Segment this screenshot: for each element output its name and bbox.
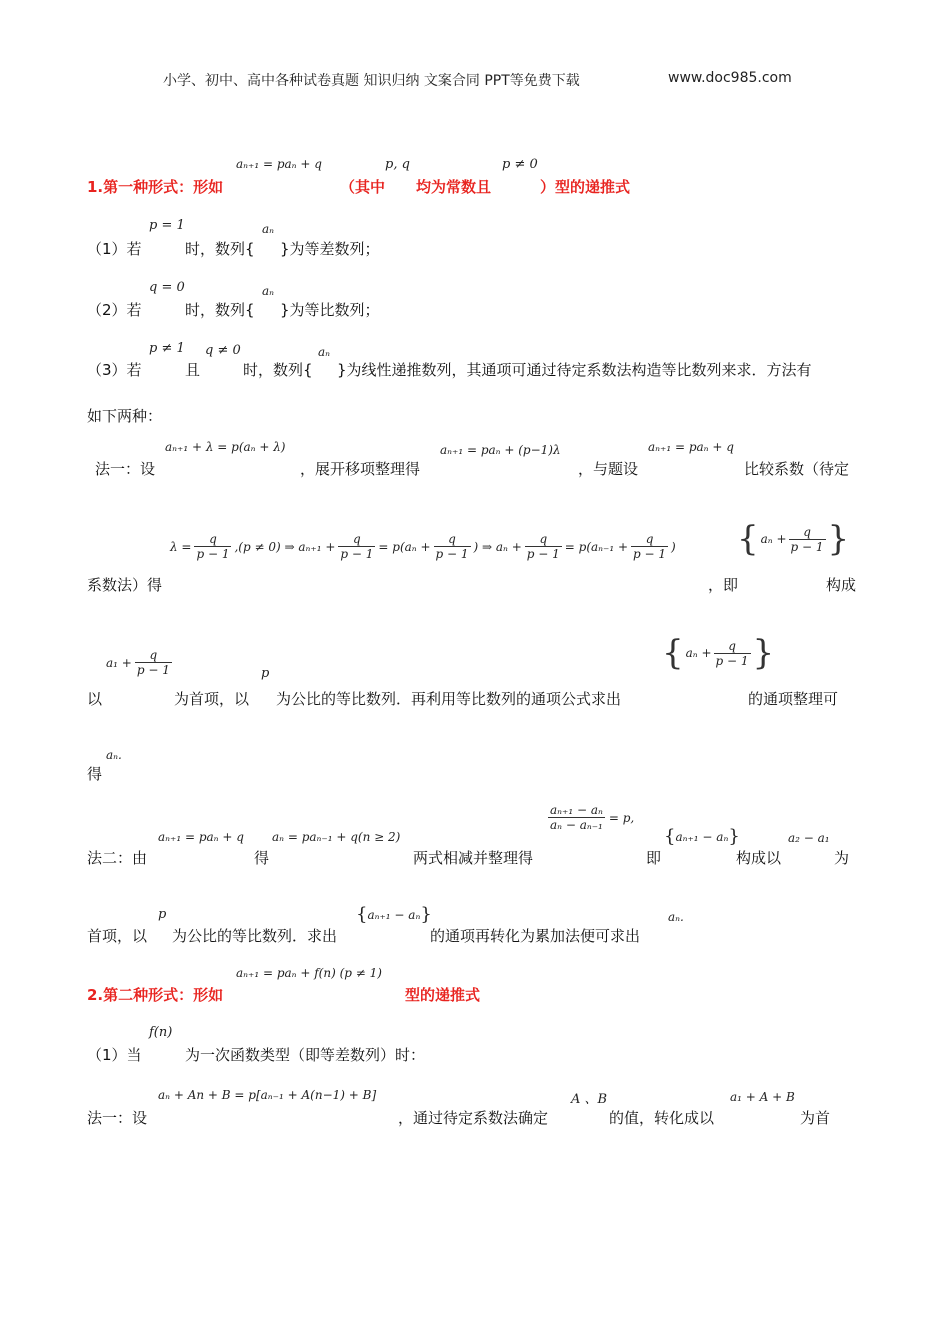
m21-p3: 的值，转化成以 [609,1109,715,1127]
m1-set-1 [737,519,850,559]
c21-prefix: （1）当 [87,1046,142,1064]
m2-p3: 两式相减并整理得 [413,849,534,867]
m1-p7: 构成 [826,576,857,594]
m1-a1q-num: q [149,648,158,662]
header-url[interactable]: www.doc985.com [668,70,792,86]
m2-ratio-frac [548,803,605,832]
m21-p4: 为首 [800,1109,831,1127]
m2-p2: 得 [254,849,270,867]
m1-frac-4 [525,532,562,561]
m2-ratio-eqp: = p, [608,810,635,825]
m2-set [664,826,740,847]
m2-set-2-text: aₙ₊₁ − aₙ [367,907,421,922]
m1-p3: ，与题设 [578,460,639,478]
m1-eqp2: = p(aₙ₋₁ + [564,539,629,554]
m2-an: aₙ. [668,910,684,924]
s1-eq-form: aₙ₊₁ = paₙ + q [236,157,322,171]
m1-p4: 比较系数（待定 [744,460,850,478]
c3-cond2: q ≠ 0 [205,343,241,358]
c3-mid: 时，数列{ [243,361,313,379]
m2-p9: 的通项再转化为累加法便可求出 [430,927,641,945]
header-text: 小学、初中、高中各种试卷真题 知识归纳 文案合同 PPT等免费下载 [163,73,580,89]
m1-a1q-den: p − 1 [136,663,170,677]
m1-eq1: aₙ₊₁ + λ = p(aₙ + λ) [165,440,286,454]
c3-prefix: （3）若 [87,361,142,379]
m1-p11: 的通项整理可 [748,690,839,708]
m2-eq2: aₙ = paₙ₋₁ + q(n ≥ 2) [272,830,401,844]
m1-set-1-den: p − 1 [790,539,824,554]
m2-set-text: aₙ₊₁ − aₙ [675,829,729,844]
m2-a2a1: a₂ − a₁ [788,831,830,845]
m1-frac-2 [338,532,375,561]
m1-frac-3-den: p − 1 [435,547,469,561]
m1-derivation [170,532,676,561]
m1-p2: ，展开移项整理得 [300,460,421,478]
m1-frac-4-num: q [539,532,548,546]
m1-set-2-an: aₙ + [685,646,712,660]
m1-frac-1-num: q [209,532,217,546]
s1-title-b: （其中 [340,178,386,196]
m1-a1q-frac [135,648,172,677]
m1-set-2-lbrace: { [662,633,684,673]
m1-p6: ，即 [708,576,739,594]
m1-p9: 为首项，以 [174,690,250,708]
m1-frac-5 [631,532,668,561]
c1-an: aₙ [262,222,275,236]
m1-a1q-text: a₁ + [106,655,132,670]
m1-eq3: aₙ₊₁ = paₙ + q [648,440,734,454]
c1-prefix: （1）若 [87,240,142,258]
s2-title-a: 2.第二种形式：形如 [87,986,224,1004]
m1-set-2-num: q [728,638,736,653]
s2-eq: aₙ₊₁ = paₙ + f(n) (p ≠ 1) [236,966,382,980]
m1-p10: 为公比的等比数列．再利用等比数列的通项公式求出 [276,690,622,708]
m2-p-ratio: p [158,907,167,922]
m2-p7: 首项，以 [87,927,148,945]
m1-p1: 法一：设 [95,460,156,478]
m1-lam: λ = [170,539,192,554]
m1-frac-5-den: p − 1 [633,547,667,561]
m1-p12: 得 [87,765,103,783]
m1-frac-2-num: q [353,532,361,546]
c2-cond: q = 0 [149,280,185,295]
m1-p-ratio: p [261,666,270,681]
m21-p2: ，通过待定系数法确定 [398,1109,549,1127]
m21-a1ab: a₁ + A + B [730,1090,795,1104]
m1-eq2: aₙ₊₁ = paₙ + (p−1)λ [440,443,561,457]
s1-title-a: 1.第一种形式：形如 [87,178,224,196]
c2-an: aₙ [262,284,275,298]
m2-p4: 即 [646,849,662,867]
c21-suffix: 为一次函数类型（即等差数列）时： [185,1046,426,1064]
c1-suffix: }为等差数列； [280,240,380,258]
m2-eq1: aₙ₊₁ = paₙ + q [158,830,244,844]
m1-frac-1 [194,532,231,561]
m1-an-end: aₙ. [106,748,122,762]
m1-set-2 [662,633,775,673]
m2-set-2-rbrace: } [420,904,432,925]
m1-frac-5-num: q [645,532,654,546]
s1-title-c: 均为常数且 [416,178,492,196]
m2-p1: 法二：由 [87,849,148,867]
c3-cond1: p ≠ 1 [149,341,185,356]
m1-close: ) [671,539,676,554]
c2-suffix: }为等比数列； [280,301,380,319]
c3-and: 且 [185,361,201,379]
m1-set-2-den: p − 1 [715,653,749,668]
m1-frac-3-num: q [448,532,456,546]
m1-p8: 以 [87,690,103,708]
m21-ab: A 、B [571,1092,608,1107]
c2-prefix: （2）若 [87,301,142,319]
c2-mid: 时，数列{ [185,301,255,319]
m2-ratio-den: aₙ − aₙ₋₁ [550,818,603,832]
m2-set-2-lbrace: { [356,904,368,925]
m2-p6: 为 [834,849,850,867]
m1-set-2-rbrace: } [752,633,775,673]
c1-mid: 时，数列{ [185,240,255,258]
c3-an: aₙ [318,345,331,359]
m2-set-lbrace: { [664,826,676,847]
m1-cond: ,(p ≠ 0) ⇒ aₙ₊₁ + [234,539,336,554]
c3-suffix: }为线性递推数列，其通项可通过待定系数法构造等比数列来求．方法有 [337,361,812,379]
m1-set-1-frac [789,525,826,554]
m1-eqp: = p(aₙ + [378,539,431,554]
m1-set-1-an: aₙ + [760,532,787,546]
m1-frac-4-den: p − 1 [526,547,560,561]
c21-fn: f(n) [149,1025,173,1040]
m1-set-2-frac [714,639,751,668]
m2-ratio [548,803,634,832]
m21-eq: aₙ + An + B = p[aₙ₋₁ + A(n−1) + B] [158,1088,377,1102]
s1-eq-pq: p, q [385,157,410,172]
s2-title-b: 型的递推式 [405,986,481,1004]
m2-p8: 为公比的等比数列．求出 [172,927,338,945]
m1-p5: 系数法）得 [87,576,163,594]
m21-p1: 法一：设 [87,1109,148,1127]
m1-a1q [106,648,172,677]
m1-impl: ) ⇒ aₙ + [473,539,522,554]
m1-set-1-lbrace: { [737,519,759,559]
m1-frac-2-den: p − 1 [340,547,374,561]
m1-set-1-num: q [803,524,811,539]
c3-line2: 如下两种： [87,407,163,425]
m2-p5: 构成以 [736,849,782,867]
s1-eq-pne0: p ≠ 0 [502,157,538,172]
m1-frac-1-den: p − 1 [196,547,230,561]
m2-set-2 [356,904,432,925]
m2-ratio-num: aₙ₊₁ − aₙ [550,803,603,817]
c1-cond: p = 1 [149,218,185,233]
m1-frac-3 [434,532,471,561]
s1-title-d: ）型的递推式 [540,178,631,196]
m1-set-1-rbrace: } [827,519,850,559]
m2-set-rbrace: } [728,826,740,847]
